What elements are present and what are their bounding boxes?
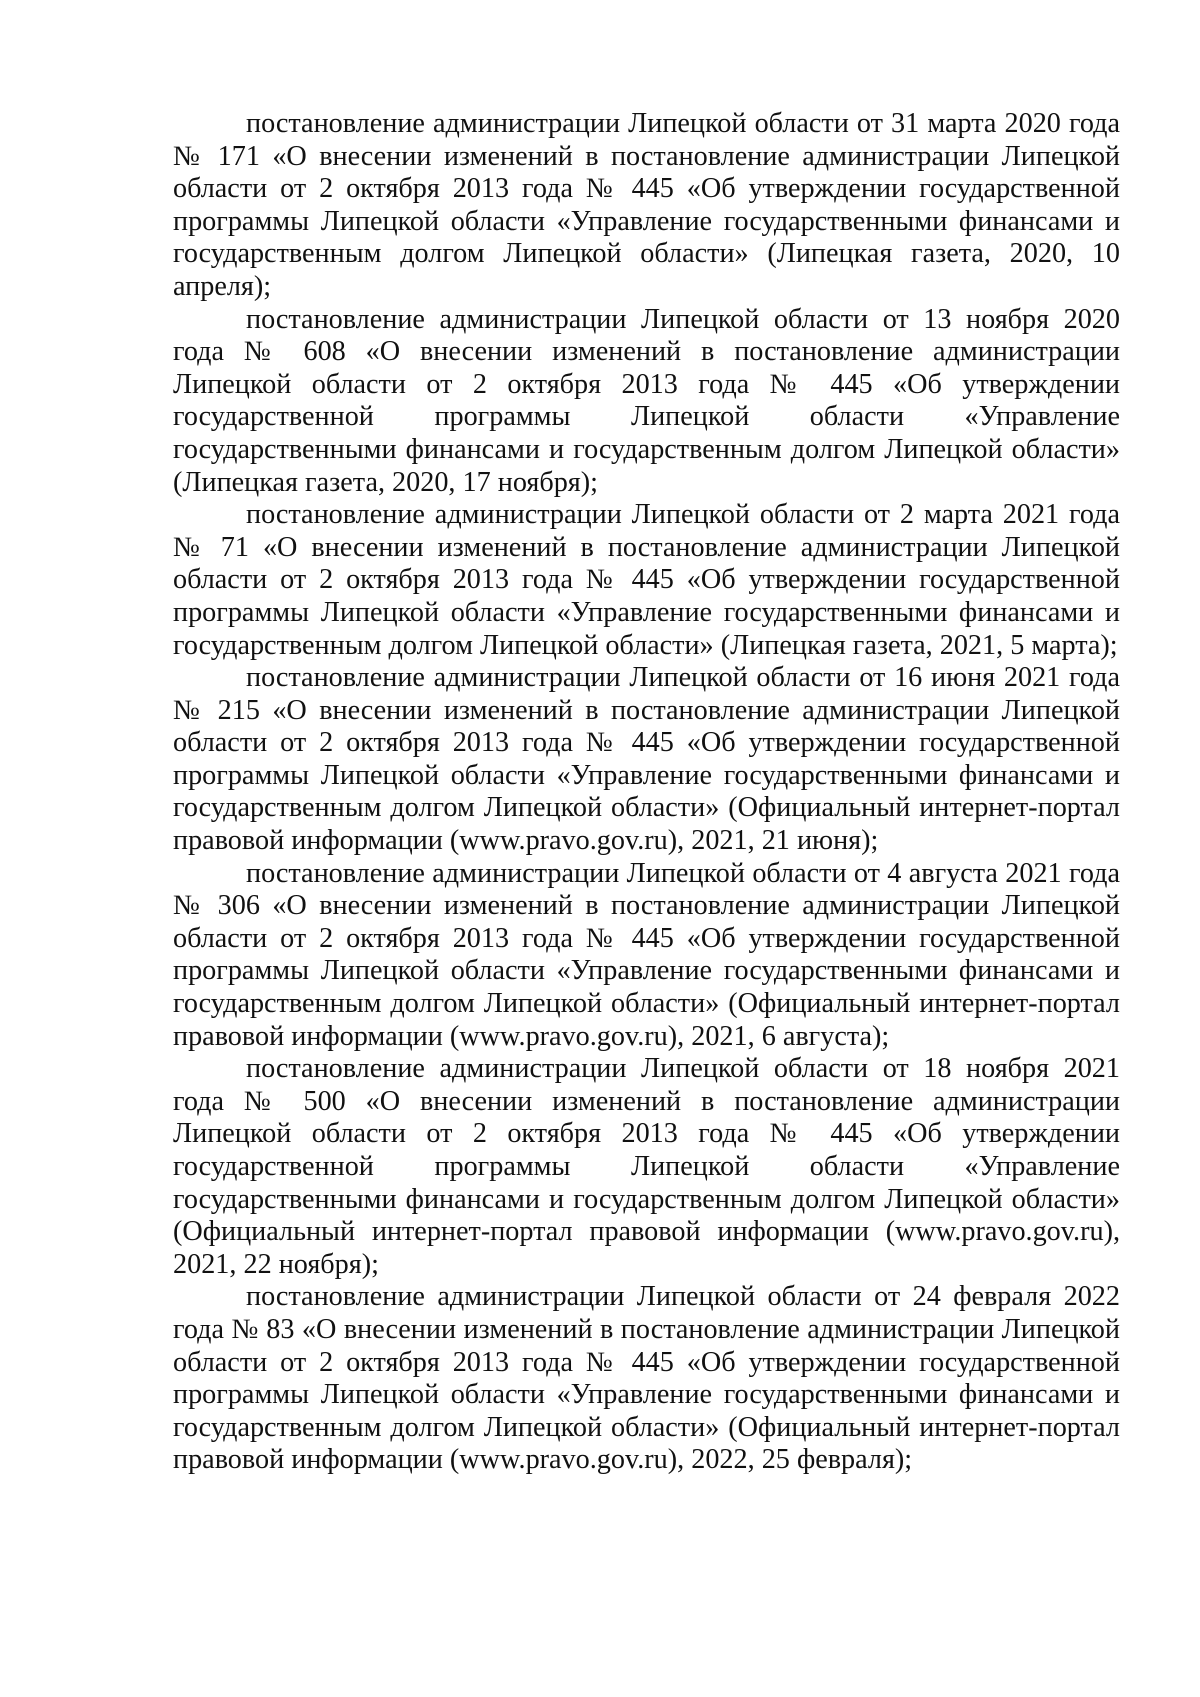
document-page <box>173 108 1120 1477</box>
decree-paragraph-2: постановление администрации Липецкой области от 13 ноября 2020 года № 608 «О внесении изменений в постановление администрации Липецкой области от 2 октября 2013 года № 445 «Об утверждении государственной программы Липецкой области «Управление государственными финансами и государственным долгом Липецкой области» (Липецкая газета, 2020, 17 ноября); <box>173 303 1120 498</box>
decree-paragraph-6: постановление администрации Липецкой области от 18 ноября 2021 года № 500 «О внесении изменений в постановление администрации Липецкой области от 2 октября 2013 года № 445 «Об утверждении государственной программы Липецкой области «Управление государственными финансами и государственным долгом Липецкой области» (Официальный интернет-портал правовой информации (www.pravo.gov.ru), 2021, 22 ноября); <box>173 1053 1120 1280</box>
decree-paragraph-1: постановление администрации Липецкой области от 31 марта 2020 года № 171 «О внесении изменений в постановление администрации Липецкой области от 2 октября 2013 года № 445 «Об утверждении государственной программы Липецкой области «Управление государственными финансами и государственным долгом Липецкой области» (Липецкая газета, 2020, 10 апреля); <box>173 108 1120 302</box>
decree-paragraph-7: постановление администрации Липецкой области от 24 февраля 2022 года № 83 «О внесении изменений в постановление администрации Липецкой области от 2 октября 2013 года № 445 «Об утверждении государственной программы Липецкой области «Управление государственными финансами и государственным долгом Липецкой области» (Официальный интернет-портал правовой информации (www.pravo.gov.ru), 2022, 25 февраля); <box>173 1281 1120 1476</box>
decree-paragraph-4: постановление администрации Липецкой области от 16 июня 2021 года № 215 «О внесении изменений в постановление администрации Липецкой области от 2 октября 2013 года № 445 «Об утверждении государственной программы Липецкой области «Управление государственными финансами и государственным долгом Липецкой области» (Официальный интернет-портал правовой информации (www.pravo.gov.ru), 2021, 21 июня); <box>173 662 1120 857</box>
decree-paragraph-5: постановление администрации Липецкой области от 4 августа 2021 года № 306 «О внесении изменений в постановление администрации Липецкой области от 2 октября 2013 года № 445 «Об утверждении государственной программы Липецкой области «Управление государственными финансами и государственным долгом Липецкой области» (Официальный интернет-портал правовой информации (www.pravo.gov.ru), 2021, 6 августа); <box>173 857 1120 1052</box>
decree-paragraph-3: постановление администрации Липецкой области от 2 марта 2021 года № 71 «О внесении изменений в постановление администрации Липецкой области от 2 октября 2013 года № 445 «Об утверждении государственной программы Липецкой области «Управление государственными финансами и государственным долгом Липецкой области» (Липецкая газета, 2021, 5 марта); <box>173 499 1120 661</box>
